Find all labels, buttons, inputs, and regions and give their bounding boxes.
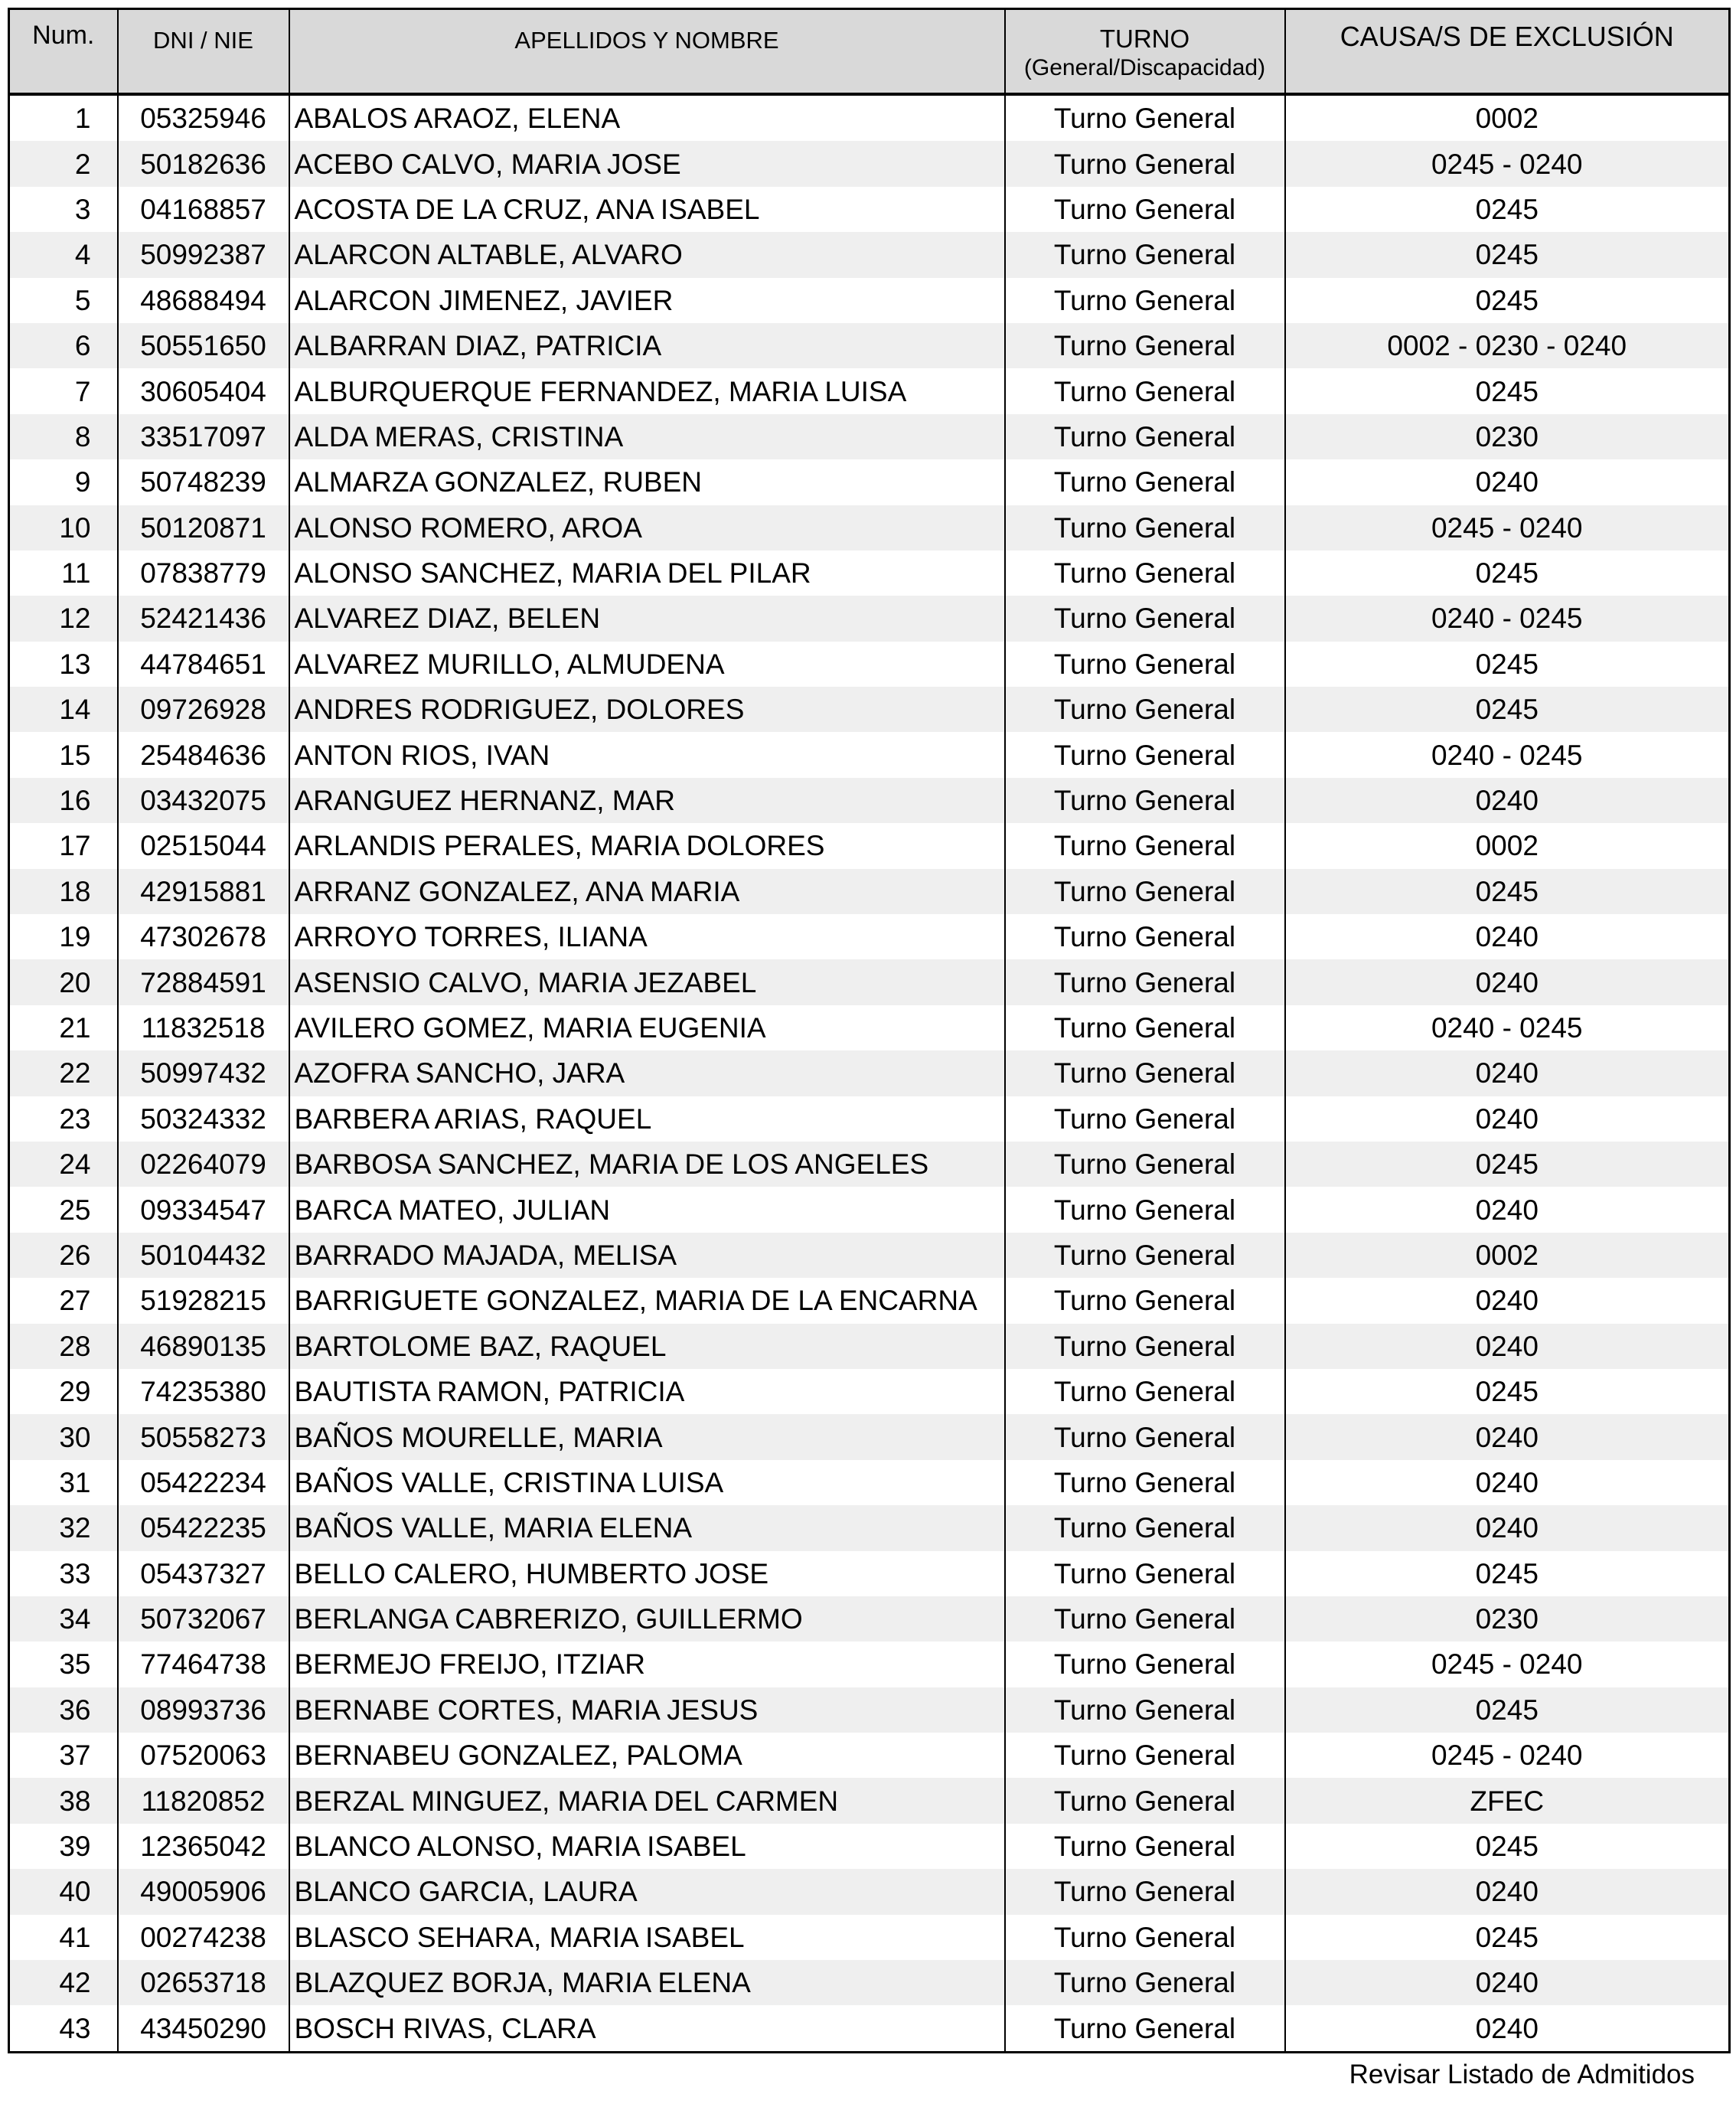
table-row	[9, 732, 1730, 777]
table-row	[9, 1278, 1730, 1323]
cell-causa: 0240 - 0245	[1285, 732, 1730, 777]
cell-turno: Turno General	[1005, 1733, 1285, 1778]
table-row	[9, 1096, 1730, 1142]
cell-dni: 50992387	[118, 232, 289, 277]
cell-dni: 25484636	[118, 732, 289, 777]
cell-turno: Turno General	[1005, 278, 1285, 323]
table-row	[9, 823, 1730, 868]
cell-name: BLANCO ALONSO, MARIA ISABEL	[289, 1824, 1005, 1869]
cell-dni: 07520063	[118, 1733, 289, 1778]
header-row	[9, 9, 1730, 95]
cell-name: BARRADO MAJADA, MELISA	[289, 1233, 1005, 1278]
cell-dni: 00274238	[118, 1915, 289, 1960]
cell-turno: Turno General	[1005, 1369, 1285, 1414]
cell-causa: 0240	[1285, 2005, 1730, 2052]
cell-num: 30	[9, 1414, 118, 1459]
table-row	[9, 1187, 1730, 1232]
cell-turno: Turno General	[1005, 2005, 1285, 2052]
cell-num: 10	[9, 505, 118, 550]
cell-causa: 0240 - 0245	[1285, 1005, 1730, 1050]
cell-causa: 0240	[1285, 1460, 1730, 1505]
cell-dni: 02515044	[118, 823, 289, 868]
cell-name: ARROYO TORRES, ILIANA	[289, 914, 1005, 959]
cell-causa: 0240	[1285, 1278, 1730, 1323]
cell-dni: 72884591	[118, 959, 289, 1004]
cell-name: BLANCO GARCIA, LAURA	[289, 1869, 1005, 1914]
cell-turno: Turno General	[1005, 1869, 1285, 1914]
cell-causa: 0245	[1285, 1687, 1730, 1733]
cell-name: BAÑOS MOURELLE, MARIA	[289, 1414, 1005, 1459]
cell-num: 14	[9, 687, 118, 732]
cell-turno: Turno General	[1005, 1596, 1285, 1642]
table-row	[9, 1324, 1730, 1369]
table-row	[9, 1778, 1730, 1823]
cell-turno: Turno General	[1005, 823, 1285, 868]
table-row	[9, 1050, 1730, 1096]
cell-turno: Turno General	[1005, 1233, 1285, 1278]
table-row	[9, 1869, 1730, 1914]
cell-turno: Turno General	[1005, 1278, 1285, 1323]
cell-num: 1	[9, 94, 118, 141]
cell-turno: Turno General	[1005, 687, 1285, 732]
cell-causa: 0245	[1285, 368, 1730, 413]
cell-num: 43	[9, 2005, 118, 2052]
cell-dni: 50324332	[118, 1096, 289, 1142]
cell-name: BARRIGUETE GONZALEZ, MARIA DE LA ENCARNA	[289, 1278, 1005, 1323]
cell-causa: 0245 - 0240	[1285, 1642, 1730, 1687]
cell-name: ALBURQUERQUE FERNANDEZ, MARIA LUISA	[289, 368, 1005, 413]
cell-dni: 30605404	[118, 368, 289, 413]
table-row	[9, 2005, 1730, 2052]
table-row	[9, 1642, 1730, 1687]
cell-num: 19	[9, 914, 118, 959]
cell-turno: Turno General	[1005, 1778, 1285, 1823]
cell-name: ALARCON ALTABLE, ALVARO	[289, 232, 1005, 277]
table-row	[9, 1142, 1730, 1187]
cell-dni: 50104432	[118, 1233, 289, 1278]
cell-name: AZOFRA SANCHO, JARA	[289, 1050, 1005, 1096]
cell-name: ARLANDIS PERALES, MARIA DOLORES	[289, 823, 1005, 868]
cell-turno: Turno General	[1005, 323, 1285, 368]
cell-dni: 44784651	[118, 642, 289, 687]
cell-num: 8	[9, 414, 118, 459]
cell-turno: Turno General	[1005, 1050, 1285, 1096]
cell-num: 31	[9, 1460, 118, 1505]
cell-dni: 74235380	[118, 1369, 289, 1414]
cell-dni: 50182636	[118, 141, 289, 186]
cell-num: 4	[9, 232, 118, 277]
cell-name: BAUTISTA RAMON, PATRICIA	[289, 1369, 1005, 1414]
cell-causa: 0245	[1285, 687, 1730, 732]
table-row	[9, 1596, 1730, 1642]
cell-turno: Turno General	[1005, 959, 1285, 1004]
cell-dni: 08993736	[118, 1687, 289, 1733]
cell-causa: 0240	[1285, 1505, 1730, 1550]
table-row	[9, 1369, 1730, 1414]
cell-turno: Turno General	[1005, 1505, 1285, 1550]
cell-causa: 0245 - 0240	[1285, 505, 1730, 550]
table-row	[9, 1414, 1730, 1459]
cell-causa: 0245	[1285, 869, 1730, 914]
table-body	[9, 94, 1730, 2052]
cell-name: BAÑOS VALLE, CRISTINA LUISA	[289, 1460, 1005, 1505]
cell-dni: 43450290	[118, 2005, 289, 2052]
cell-name: ALARCON JIMENEZ, JAVIER	[289, 278, 1005, 323]
cell-dni: 05325946	[118, 94, 289, 141]
cell-num: 40	[9, 1869, 118, 1914]
cell-name: ACEBO CALVO, MARIA JOSE	[289, 141, 1005, 186]
cell-causa: 0245 - 0240	[1285, 141, 1730, 186]
table-row	[9, 1505, 1730, 1550]
cell-causa: 0240	[1285, 1096, 1730, 1142]
cell-turno: Turno General	[1005, 550, 1285, 596]
cell-num: 25	[9, 1187, 118, 1232]
cell-causa: 0002	[1285, 1233, 1730, 1278]
header-num	[9, 9, 118, 95]
cell-turno: Turno General	[1005, 1687, 1285, 1733]
cell-turno: Turno General	[1005, 94, 1285, 141]
cell-dni: 11832518	[118, 1005, 289, 1050]
cell-dni: 77464738	[118, 1642, 289, 1687]
cell-turno: Turno General	[1005, 141, 1285, 186]
header-name	[289, 9, 1005, 95]
cell-turno: Turno General	[1005, 732, 1285, 777]
cell-num: 34	[9, 1596, 118, 1642]
cell-num: 9	[9, 459, 118, 505]
cell-num: 28	[9, 1324, 118, 1369]
cell-num: 35	[9, 1642, 118, 1687]
cell-turno: Turno General	[1005, 232, 1285, 277]
cell-dni: 05437327	[118, 1551, 289, 1596]
cell-num: 22	[9, 1050, 118, 1096]
cell-num: 6	[9, 323, 118, 368]
header-turno-sublabel: (General/Discapacidad)	[1023, 55, 1266, 80]
cell-num: 12	[9, 596, 118, 641]
header-causa	[1285, 9, 1730, 95]
cell-causa: 0245 - 0240	[1285, 1733, 1730, 1778]
cell-num: 38	[9, 1778, 118, 1823]
cell-name: BERLANGA CABRERIZO, GUILLERMO	[289, 1596, 1005, 1642]
table-row	[9, 505, 1730, 550]
cell-turno: Turno General	[1005, 1460, 1285, 1505]
table-row	[9, 869, 1730, 914]
table-row	[9, 596, 1730, 641]
cell-num: 5	[9, 278, 118, 323]
cell-num: 37	[9, 1733, 118, 1778]
cell-name: BOSCH RIVAS, CLARA	[289, 2005, 1005, 2052]
cell-num: 33	[9, 1551, 118, 1596]
cell-causa: 0240	[1285, 1869, 1730, 1914]
cell-causa: 0240	[1285, 914, 1730, 959]
cell-causa: 0240	[1285, 1414, 1730, 1459]
table-row	[9, 959, 1730, 1004]
cell-turno: Turno General	[1005, 1960, 1285, 2005]
cell-causa: ZFEC	[1285, 1778, 1730, 1823]
cell-name: ALDA MERAS, CRISTINA	[289, 414, 1005, 459]
cell-turno: Turno General	[1005, 505, 1285, 550]
header-turno-label: TURNO	[1099, 24, 1190, 53]
table-row	[9, 1960, 1730, 2005]
cell-causa: 0002 - 0230 - 0240	[1285, 323, 1730, 368]
cell-name: BERNABE CORTES, MARIA JESUS	[289, 1687, 1005, 1733]
cell-num: 15	[9, 732, 118, 777]
table-row	[9, 642, 1730, 687]
table-row	[9, 1005, 1730, 1050]
cell-causa: 0245	[1285, 1824, 1730, 1869]
cell-name: BERZAL MINGUEZ, MARIA DEL CARMEN	[289, 1778, 1005, 1823]
cell-dni: 50732067	[118, 1596, 289, 1642]
cell-name: ABALOS ARAOZ, ELENA	[289, 94, 1005, 141]
table-row	[9, 1824, 1730, 1869]
cell-name: BERMEJO FREIJO, ITZIAR	[289, 1642, 1005, 1687]
cell-dni: 02264079	[118, 1142, 289, 1187]
cell-num: 3	[9, 187, 118, 232]
cell-name: ARRANZ GONZALEZ, ANA MARIA	[289, 869, 1005, 914]
table-row	[9, 94, 1730, 141]
cell-dni: 50558273	[118, 1414, 289, 1459]
exclusion-list-table	[8, 8, 1731, 2053]
cell-causa: 0245	[1285, 278, 1730, 323]
cell-causa: 0002	[1285, 823, 1730, 868]
cell-turno: Turno General	[1005, 1642, 1285, 1687]
cell-name: AVILERO GOMEZ, MARIA EUGENIA	[289, 1005, 1005, 1050]
cell-dni: 42915881	[118, 869, 289, 914]
cell-name: BARCA MATEO, JULIAN	[289, 1187, 1005, 1232]
cell-dni: 33517097	[118, 414, 289, 459]
table-row	[9, 414, 1730, 459]
cell-causa: 0245	[1285, 550, 1730, 596]
cell-num: 39	[9, 1824, 118, 1869]
cell-causa: 0245	[1285, 232, 1730, 277]
cell-turno: Turno General	[1005, 414, 1285, 459]
cell-num: 16	[9, 778, 118, 823]
table-row	[9, 323, 1730, 368]
cell-dni: 51928215	[118, 1278, 289, 1323]
cell-num: 26	[9, 1233, 118, 1278]
cell-dni: 52421436	[118, 596, 289, 641]
cell-name: BARBOSA SANCHEZ, MARIA DE LOS ANGELES	[289, 1142, 1005, 1187]
cell-turno: Turno General	[1005, 642, 1285, 687]
cell-num: 29	[9, 1369, 118, 1414]
cell-name: ALONSO ROMERO, AROA	[289, 505, 1005, 550]
cell-causa: 0240	[1285, 1187, 1730, 1232]
cell-dni: 50120871	[118, 505, 289, 550]
cell-num: 11	[9, 550, 118, 596]
cell-num: 41	[9, 1915, 118, 1960]
cell-dni: 02653718	[118, 1960, 289, 2005]
cell-causa: 0245	[1285, 1551, 1730, 1596]
cell-num: 7	[9, 368, 118, 413]
cell-num: 36	[9, 1687, 118, 1733]
cell-causa: 0240 - 0245	[1285, 596, 1730, 641]
cell-turno: Turno General	[1005, 459, 1285, 505]
cell-turno: Turno General	[1005, 368, 1285, 413]
cell-num: 18	[9, 869, 118, 914]
table-row	[9, 1915, 1730, 1960]
cell-name: ALMARZA GONZALEZ, RUBEN	[289, 459, 1005, 505]
cell-num: 20	[9, 959, 118, 1004]
table-row	[9, 1687, 1730, 1733]
cell-name: ANTON RIOS, IVAN	[289, 732, 1005, 777]
cell-name: BELLO CALERO, HUMBERTO JOSE	[289, 1551, 1005, 1596]
cell-turno: Turno General	[1005, 914, 1285, 959]
cell-dni: 11820852	[118, 1778, 289, 1823]
header-dni	[118, 9, 289, 95]
cell-causa: 0230	[1285, 1596, 1730, 1642]
cell-num: 24	[9, 1142, 118, 1187]
cell-turno: Turno General	[1005, 1915, 1285, 1960]
cell-dni: 05422234	[118, 1460, 289, 1505]
table-row	[9, 1233, 1730, 1278]
cell-dni: 12365042	[118, 1824, 289, 1869]
table-row	[9, 914, 1730, 959]
cell-turno: Turno General	[1005, 778, 1285, 823]
cell-num: 13	[9, 642, 118, 687]
cell-dni: 48688494	[118, 278, 289, 323]
table-row	[9, 278, 1730, 323]
cell-dni: 03432075	[118, 778, 289, 823]
table-row	[9, 1460, 1730, 1505]
header-turno	[1005, 9, 1285, 95]
cell-name: ALONSO SANCHEZ, MARIA DEL PILAR	[289, 550, 1005, 596]
cell-turno: Turno General	[1005, 1005, 1285, 1050]
cell-dni: 09334547	[118, 1187, 289, 1232]
cell-turno: Turno General	[1005, 1824, 1285, 1869]
cell-causa: 0245	[1285, 1142, 1730, 1187]
table-row	[9, 550, 1730, 596]
cell-turno: Turno General	[1005, 1414, 1285, 1459]
cell-causa: 0240	[1285, 959, 1730, 1004]
cell-name: ASENSIO CALVO, MARIA JEZABEL	[289, 959, 1005, 1004]
cell-dni: 46890135	[118, 1324, 289, 1369]
cell-name: ALVAREZ DIAZ, BELEN	[289, 596, 1005, 641]
cell-causa: 0245	[1285, 642, 1730, 687]
cell-causa: 0240	[1285, 459, 1730, 505]
cell-causa: 0240	[1285, 1324, 1730, 1369]
table-row	[9, 232, 1730, 277]
cell-causa: 0002	[1285, 94, 1730, 141]
cell-dni: 05422235	[118, 1505, 289, 1550]
cell-dni: 50551650	[118, 323, 289, 368]
cell-name: BARTOLOME BAZ, RAQUEL	[289, 1324, 1005, 1369]
cell-turno: Turno General	[1005, 1142, 1285, 1187]
cell-num: 2	[9, 141, 118, 186]
header-causa-label: CAUSA/S DE EXCLUSIÓN	[1340, 21, 1674, 52]
cell-num: 32	[9, 1505, 118, 1550]
cell-causa: 0230	[1285, 414, 1730, 459]
cell-turno: Turno General	[1005, 187, 1285, 232]
cell-num: 23	[9, 1096, 118, 1142]
cell-dni: 04168857	[118, 187, 289, 232]
cell-dni: 09726928	[118, 687, 289, 732]
cell-name: ACOSTA DE LA CRUZ, ANA ISABEL	[289, 187, 1005, 232]
cell-num: 21	[9, 1005, 118, 1050]
header-num-label: Num.	[32, 21, 95, 50]
cell-turno: Turno General	[1005, 869, 1285, 914]
cell-dni: 07838779	[118, 550, 289, 596]
footer-note: Revisar Listado de Admitidos	[1349, 2060, 1695, 2089]
cell-name: BERNABEU GONZALEZ, PALOMA	[289, 1733, 1005, 1778]
header-name-label: APELLIDOS Y NOMBRE	[514, 27, 779, 54]
cell-causa: 0240	[1285, 1960, 1730, 2005]
table-header	[9, 9, 1730, 95]
table-row	[9, 687, 1730, 732]
cell-num: 27	[9, 1278, 118, 1323]
cell-turno: Turno General	[1005, 1187, 1285, 1232]
cell-name: ARANGUEZ HERNANZ, MAR	[289, 778, 1005, 823]
cell-dni: 50997432	[118, 1050, 289, 1096]
cell-name: ANDRES RODRIGUEZ, DOLORES	[289, 687, 1005, 732]
cell-causa: 0240	[1285, 1050, 1730, 1096]
cell-turno: Turno General	[1005, 1324, 1285, 1369]
table-row	[9, 1733, 1730, 1778]
cell-turno: Turno General	[1005, 596, 1285, 641]
cell-causa: 0245	[1285, 1915, 1730, 1960]
table-row	[9, 368, 1730, 413]
cell-name: BAÑOS VALLE, MARIA ELENA	[289, 1505, 1005, 1550]
table-row	[9, 187, 1730, 232]
header-dni-label: DNI / NIE	[153, 27, 253, 54]
table-row	[9, 1551, 1730, 1596]
cell-num: 42	[9, 1960, 118, 2005]
cell-dni: 49005906	[118, 1869, 289, 1914]
cell-name: ALBARRAN DIAZ, PATRICIA	[289, 323, 1005, 368]
cell-turno: Turno General	[1005, 1551, 1285, 1596]
cell-turno: Turno General	[1005, 1096, 1285, 1142]
table-row	[9, 141, 1730, 186]
cell-name: BLASCO SEHARA, MARIA ISABEL	[289, 1915, 1005, 1960]
cell-dni: 47302678	[118, 914, 289, 959]
cell-name: ALVAREZ MURILLO, ALMUDENA	[289, 642, 1005, 687]
cell-name: BARBERA ARIAS, RAQUEL	[289, 1096, 1005, 1142]
table-row	[9, 778, 1730, 823]
cell-dni: 50748239	[118, 459, 289, 505]
cell-num: 17	[9, 823, 118, 868]
cell-causa: 0245	[1285, 1369, 1730, 1414]
cell-causa: 0245	[1285, 187, 1730, 232]
cell-name: BLAZQUEZ BORJA, MARIA ELENA	[289, 1960, 1005, 2005]
cell-causa: 0240	[1285, 778, 1730, 823]
table-row	[9, 459, 1730, 505]
